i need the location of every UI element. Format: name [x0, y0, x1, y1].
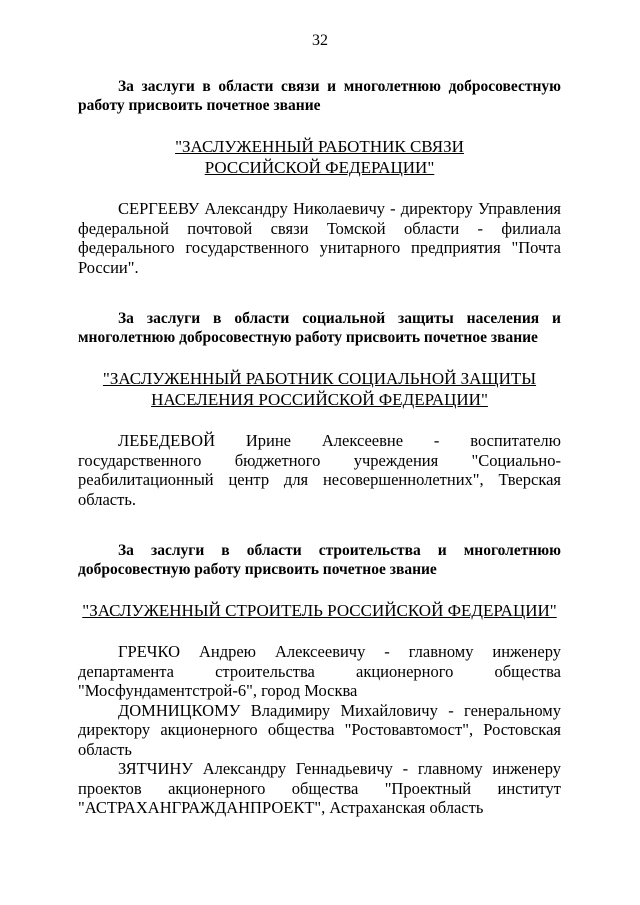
award-title — [78, 600, 561, 621]
section-intro: За заслуги в области строительства и многолетнюю добросовестную работу присвоить почетное звание — [78, 542, 561, 578]
recipient-entry: ЗЯТЧИНУ Александру Геннадьевичу - главному инженеру проектов акционерного общества "Проектный институт "АСТРАХАНГРАЖДАНПРОЕКТ", Астраханская область — [78, 759, 561, 817]
recipient-entry: ГРЕЧКО Андрею Алексеевичу - главному инженеру департамента строительства акционерного общества "Мосфундаментстрой-6", город Москва — [78, 642, 561, 700]
award-title — [78, 136, 561, 178]
page-number: 32 — [312, 32, 328, 49]
recipient-entry: ДОМНИЦКОМУ Владимиру Михайловичу - генеральному директору акционерного общества "Ростовавтомост", Ростовская область — [78, 700, 561, 759]
recipient-entry: СЕРГЕЕВУ Александру Николаевичу - директору Управления федеральной почтовой связи Томской области - филиала федерального государственного унитарного предприятия "Почта России". — [78, 199, 561, 277]
section-intro: За заслуги в области связи и многолетнюю добросовестную работу присвоить почетное звание — [78, 78, 561, 114]
recipient-entry: ЛЕБЕДЕВОЙ Ирине Алексеевне - воспитателю государственного бюджетного учреждения "Социально-реабилитационный центр для несовершеннолетних", Тверская область. — [78, 431, 561, 509]
award-title-line: "ЗАСЛУЖЕННЫЙ СТРОИТЕЛЬ РОССИЙСКОЙ ФЕДЕРАЦИИ" — [82, 601, 557, 620]
section-intro: За заслуги в области социальной защиты населения и многолетнюю добросовестную работу присвоить почетное звание — [78, 310, 561, 346]
award-title-line: "ЗАСЛУЖЕННЫЙ РАБОТНИК СОЦИАЛЬНОЙ ЗАЩИТЫ — [102, 369, 537, 388]
award-title-line: НАСЕЛЕНИЯ РОССИЙСКОЙ ФЕДЕРАЦИИ" — [151, 390, 488, 409]
award-title — [78, 368, 561, 410]
document-body — [78, 77, 561, 818]
award-title-line: РОССИЙСКОЙ ФЕДЕРАЦИИ" — [204, 158, 435, 177]
award-title-line: "ЗАСЛУЖЕННЫЙ РАБОТНИК СВЯЗИ — [175, 137, 464, 156]
